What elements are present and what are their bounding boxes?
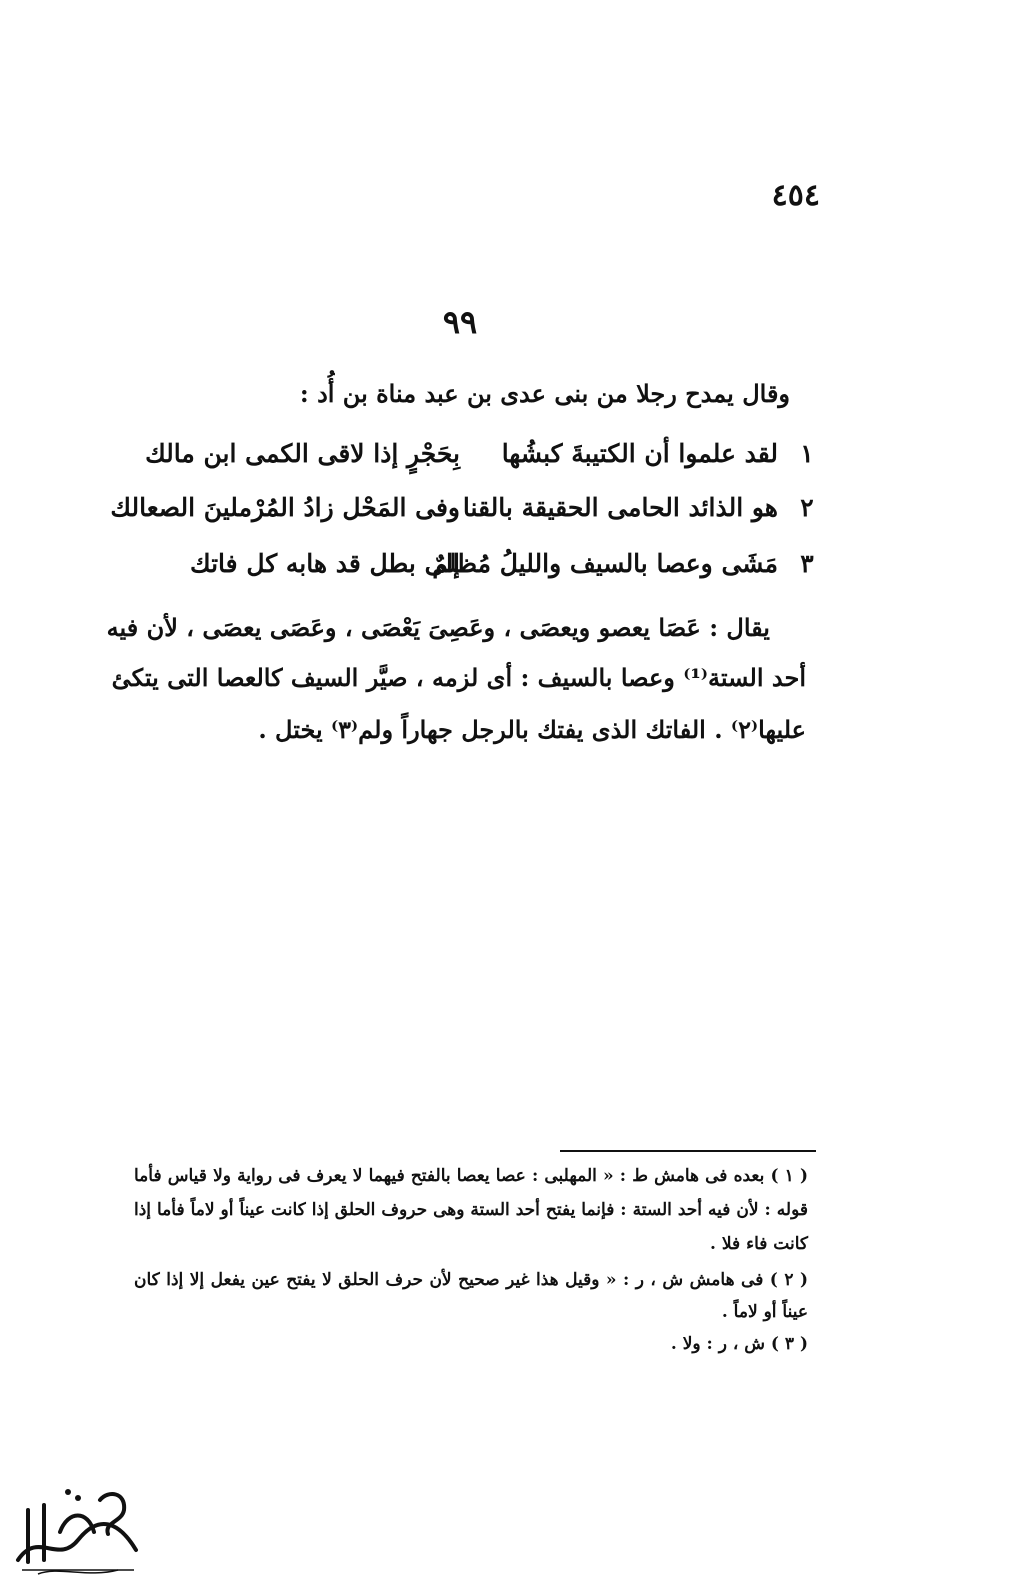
verse-line bbox=[140, 430, 820, 478]
verse-line bbox=[140, 540, 820, 588]
verse-first-hemistich: لقد علموا أن الكتيبةَ كبشُها bbox=[501, 439, 778, 468]
library-stamp-logo bbox=[8, 1470, 148, 1580]
page-number: ٤٥٤ bbox=[771, 178, 820, 213]
poem-number: ٩٩ bbox=[442, 303, 478, 341]
commentary-line: عليها⁽٢⁾ . الفاتك الذى يفتك بالرجل جهاراً ولم⁽٣⁾ يختل . bbox=[258, 715, 806, 744]
verse-number: ١ bbox=[800, 439, 814, 468]
footnote-line: عيناً أو لاماً . bbox=[721, 1302, 808, 1322]
verse-second-hemistich: بِحَجْرٍ إذا لاقى الكمى ابن مالك bbox=[145, 439, 460, 468]
verse-number: ٢ bbox=[800, 493, 814, 522]
commentary-line: يقال : عَصَا يعصو ويعصَى ، وعَصِىَ يَعْصَى ، وعَصَى يعصَى ، لأن فيه bbox=[106, 613, 770, 642]
commentary-line: أحد الستة⁽¹⁾ وعصا بالسيف : أى لزمه ، صيَّر السيف كالعصا التى يتكئ bbox=[111, 663, 806, 692]
verse-line bbox=[110, 484, 820, 532]
footnote-line: قوله : لأن فيه أحد الستة : فإنما يفتح أحد الستة وهى حروف الحلق إذا كانت عيناً أو لاماً فأما إذا bbox=[134, 1200, 808, 1220]
footnote-line: ( ٢ ) فى هامش ش ، ر : « وقيل هذا غير صحيح لأن حرف الحلق لا يفتح عين يفعل إلا إذا كان bbox=[134, 1270, 808, 1290]
footnote-line: ( ٣ ) ش ، ر : ولا . bbox=[670, 1334, 808, 1354]
verse-number: ٣ bbox=[800, 549, 814, 578]
verse-first-hemistich: مَشَى وعصا بالسيف والليلُ مُظلمٌ bbox=[432, 549, 778, 578]
footnote-line: ( ١ ) بعده فى هامش ط : « المهلبى : عصا يعصا بالفتح فيهما لا يعرف فى رواية ولا قياس فأما bbox=[134, 1166, 808, 1186]
footnote-divider bbox=[560, 1150, 816, 1152]
verse-second-hemistich: وفى المَحْل زادُ المُرْملينَ الصعالك bbox=[110, 493, 460, 522]
verse-second-hemistich: إلى بطل قد هابه كل فاتك bbox=[190, 549, 460, 578]
footnote-line: كانت فاء فلا . bbox=[710, 1234, 808, 1254]
verse-first-hemistich: هو الذائد الحامى الحقيقة بالقنا bbox=[462, 493, 778, 522]
poem-introduction: وقال يمدح رجلا من بنى عدى بن عبد مناة بن أُد : bbox=[299, 379, 790, 408]
